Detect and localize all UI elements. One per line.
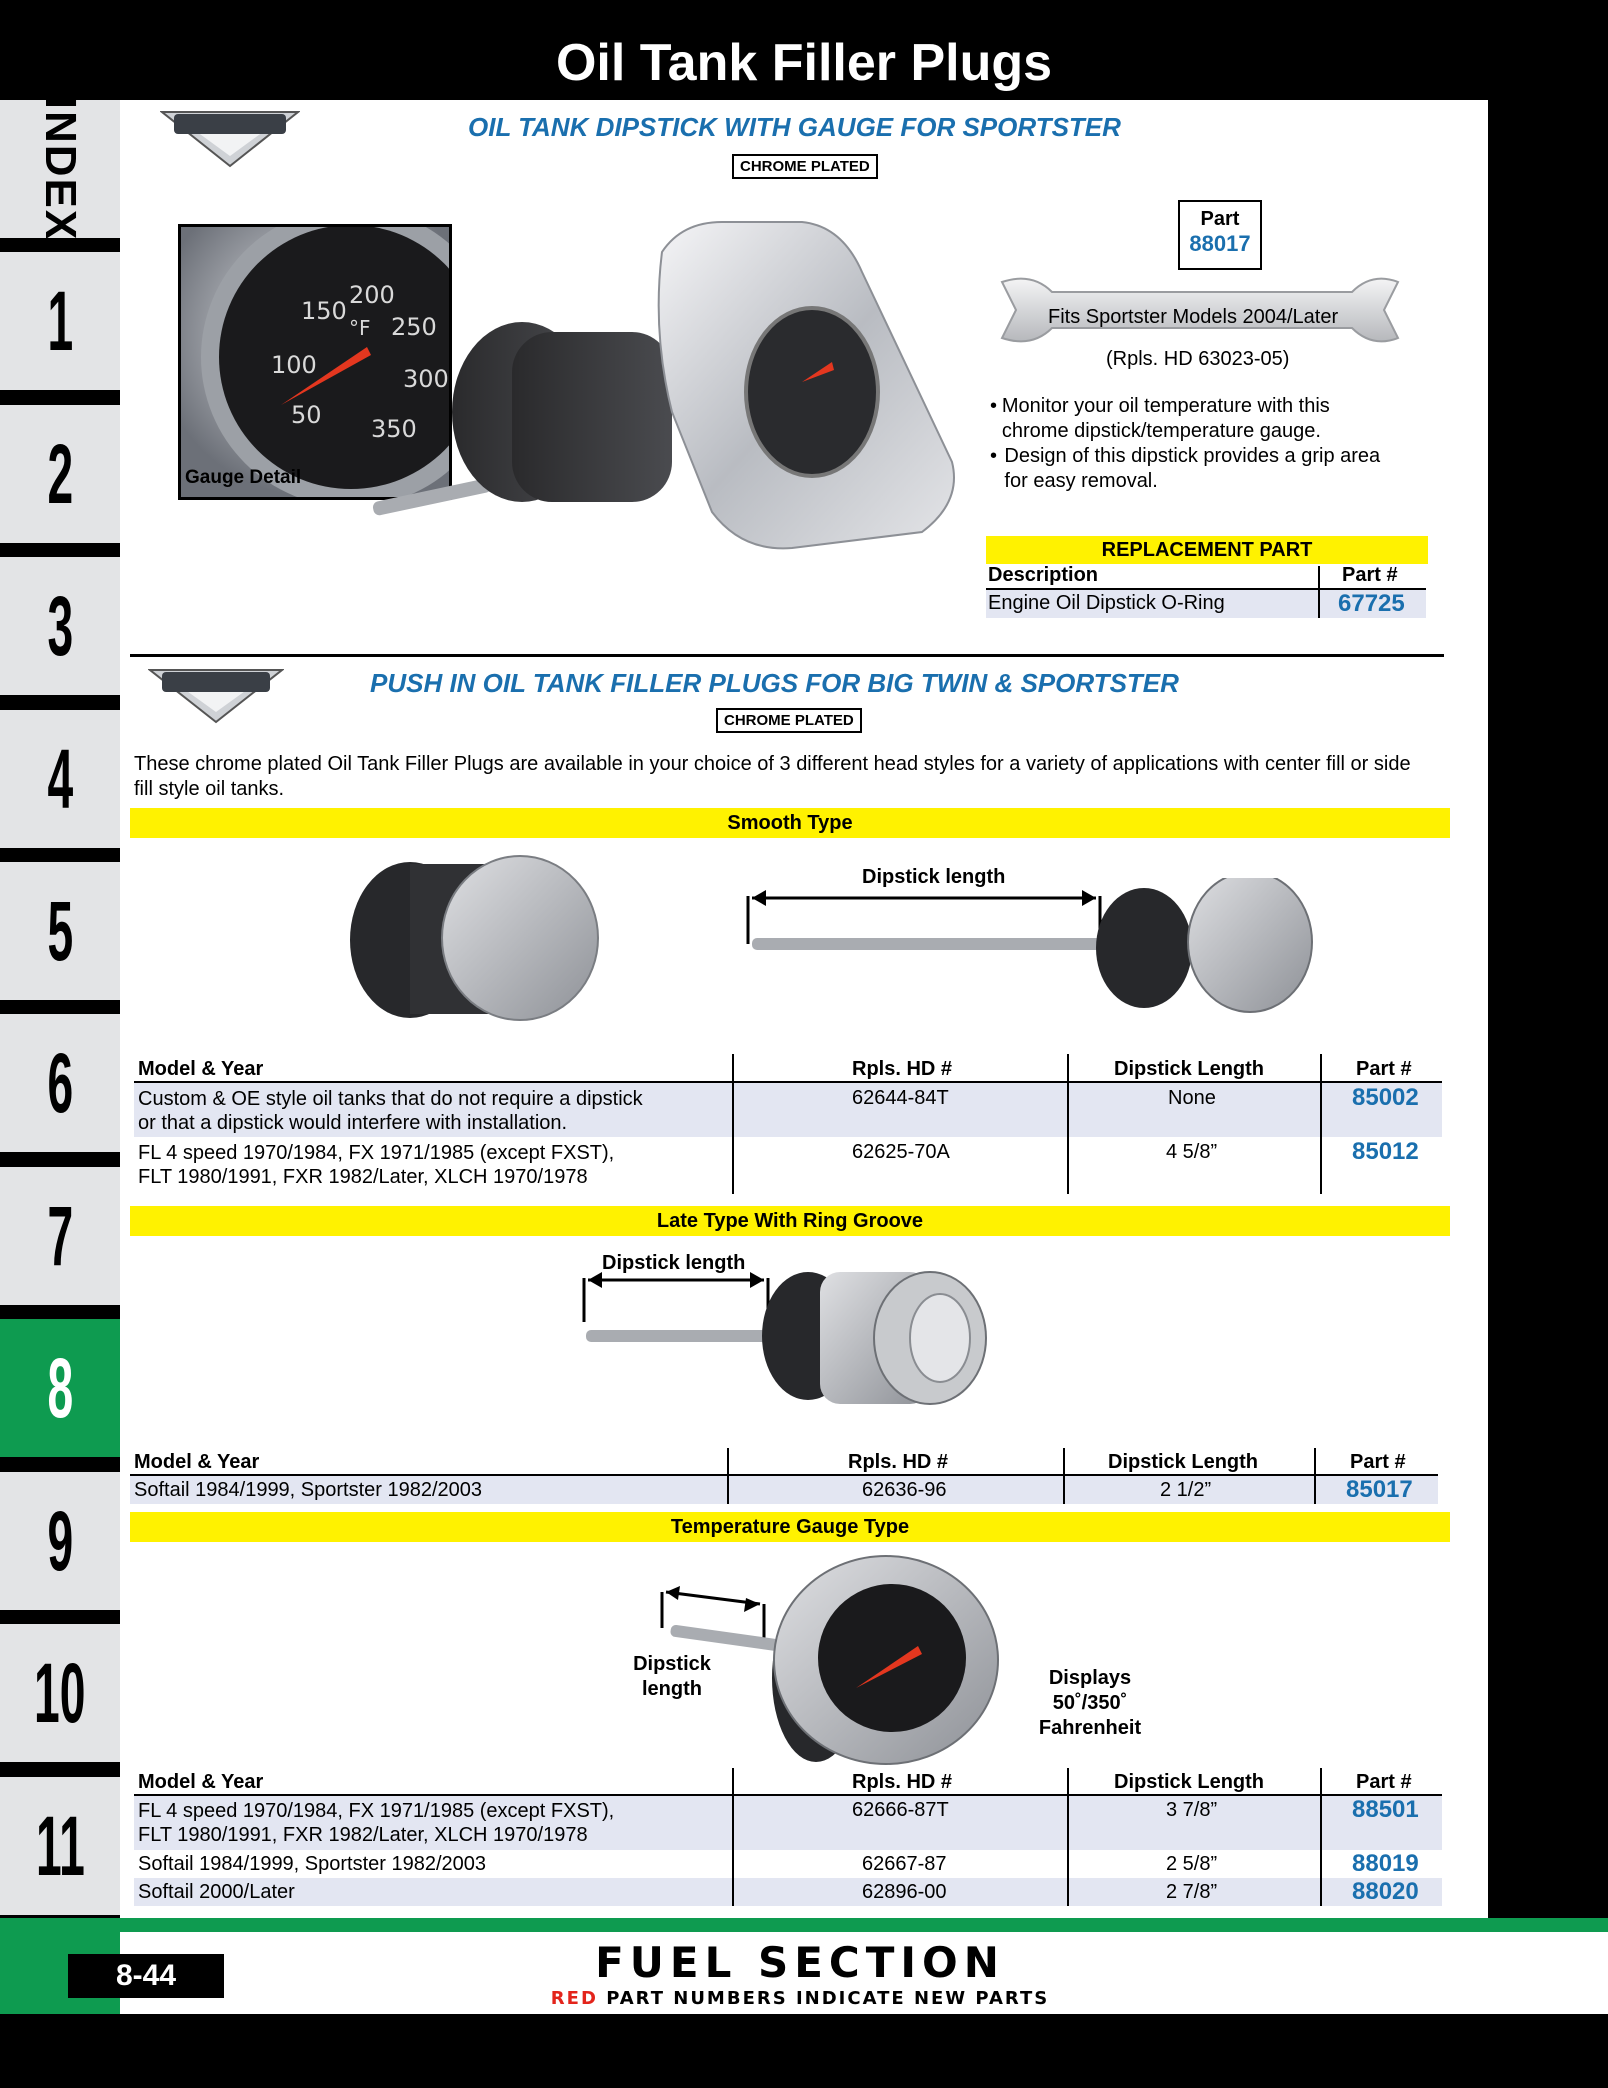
tab-5[interactable]: 5 (0, 862, 120, 1000)
replacement-row-part[interactable]: 67725 (1338, 590, 1405, 617)
divider (727, 1448, 729, 1504)
divider (1318, 566, 1320, 618)
temp-col-model: Model & Year (138, 1771, 264, 1793)
temp-row2-rpls: 62667-87 (862, 1853, 947, 1875)
smooth-row2-model: FL 4 speed 1970/1984, FX 1971/1985 (except FXST), FLT 1980/1991, FXR 1982/Later, XLCH 1970/1978 (138, 1142, 615, 1188)
tab-10[interactable]: 10 (0, 1624, 120, 1762)
tab-6[interactable]: 6 (0, 1014, 120, 1152)
rpls-text: (Rpls. HD 63023-05) (1106, 348, 1290, 370)
part-box-label: Part (1200, 208, 1240, 230)
temp-row3-length: 2 7/8” (1166, 1881, 1218, 1903)
smooth-col-part: Part # (1356, 1058, 1412, 1080)
divider (1320, 1054, 1322, 1194)
replacement-col-part: Part # (1342, 564, 1398, 586)
late-row1-model: Softail 1984/1999, Sportster 1982/2003 (134, 1479, 483, 1501)
section1-heading: OIL TANK DIPSTICK WITH GAUGE FOR SPORTSTER (468, 112, 1121, 142)
gauge-tick: 250 (391, 313, 437, 341)
smooth-dipstick-graphic (744, 878, 1324, 1028)
footer-note-rest: PART NUMBERS INDICATE NEW PARTS (606, 1988, 1050, 2009)
late-col-length: Dipstick Length (1108, 1451, 1259, 1473)
part-box-number[interactable]: 88017 (1189, 231, 1251, 256)
page-title: Oil Tank Filler Plugs (555, 34, 1053, 92)
divider (1067, 1054, 1069, 1194)
smooth-col-length: Dipstick Length (1114, 1058, 1265, 1080)
gauge-tick: 200 (349, 281, 395, 309)
temp-row3-rpls: 62896-00 (862, 1881, 947, 1903)
smooth-dipstick-label: Dipstick length (862, 866, 1006, 888)
temp-row3-part[interactable]: 88020 (1352, 1878, 1419, 1905)
temp-col-rpls: Rpls. HD # (852, 1771, 953, 1793)
late-row1-part[interactable]: 85017 (1346, 1476, 1413, 1503)
tab-2[interactable]: 2 (0, 405, 120, 543)
tab-7[interactable]: 7 (0, 1167, 120, 1305)
bullet-item: • Design of this dipstick provides a grip area for easy removal. (990, 445, 1381, 492)
late-plug-photo (580, 1264, 1000, 1414)
table-row (134, 1878, 1442, 1906)
dipstick-gauge-product-photo (362, 212, 958, 564)
temp-row1-length: 3 7/8” (1166, 1799, 1218, 1821)
smooth-row1-rpls: 62644-84T (852, 1087, 949, 1109)
smooth-col-model: Model & Year (138, 1058, 264, 1080)
divider (1067, 1768, 1069, 1906)
smooth-row2-part[interactable]: 85012 (1352, 1138, 1419, 1165)
section-divider (130, 654, 1444, 657)
temp-row1-part[interactable]: 88501 (1352, 1796, 1419, 1823)
smooth-row2-length: 4 5/8” (1166, 1141, 1218, 1163)
smooth-type-title: Smooth Type (130, 808, 1450, 838)
section2-intro: These chrome plated Oil Tank Filler Plugs are available in your choice of 3 different head styles for a variety of applications with center fill or side fill style oil tanks. (134, 753, 1411, 800)
tab-11[interactable]: 11 (0, 1777, 120, 1915)
temp-row1-rpls: 62666-87T (852, 1799, 949, 1821)
section2-heading: PUSH IN OIL TANK FILLER PLUGS FOR BIG TWIN & SPORTSTER (370, 668, 1179, 698)
temp-row3-model: Softail 2000/Later (138, 1881, 295, 1903)
gauge-tick: 350 (371, 415, 417, 443)
divider (1063, 1448, 1065, 1504)
tab-3[interactable]: 3 (0, 557, 120, 695)
gauge-tick: 150 (301, 297, 347, 325)
smooth-row1-model: Custom & OE style oil tanks that do not require a dipstick or that a dipstick would interfere with installation. (138, 1088, 643, 1134)
late-dipstick-label: Dipstick length (602, 1252, 746, 1274)
fits-text: Fits Sportster Models 2004/Later (1048, 306, 1339, 328)
section2-finish-badge: CHROME PLATED (716, 708, 862, 733)
temp-row1-model: FL 4 speed 1970/1984, FX 1971/1985 (except FXST), FLT 1980/1991, FXR 1982/Later, XLCH 1970/1978 (138, 1800, 615, 1846)
temp-row2-part[interactable]: 88019 (1352, 1850, 1419, 1877)
replacement-row-desc: Engine Oil Dipstick O-Ring (988, 592, 1225, 614)
temp-col-part: Part # (1356, 1771, 1412, 1793)
smooth-row2-rpls: 62625-70A (852, 1141, 950, 1163)
divider (1314, 1448, 1316, 1504)
footer-note-red: RED (550, 1988, 598, 2009)
temp-dipstick-label: Dipstick length (633, 1653, 711, 1700)
tab-1[interactable]: 1 (0, 252, 120, 390)
gauge-tick: 300 (403, 365, 449, 393)
late-col-part: Part # (1350, 1451, 1406, 1473)
late-row1-rpls: 62636-96 (862, 1479, 947, 1501)
gauge-tick: 100 (271, 351, 317, 379)
footer-green-stripe (120, 1918, 1608, 1932)
part-box (1178, 200, 1262, 270)
temp-col-length: Dipstick Length (1114, 1771, 1265, 1793)
smooth-row1-part[interactable]: 85002 (1352, 1084, 1419, 1111)
feature-bullets (990, 394, 1390, 494)
replacement-col-desc: Description (988, 564, 1099, 586)
temp-row2-model: Softail 1984/1999, Sportster 1982/2003 (138, 1853, 487, 1875)
page-number: 8-44 (68, 1954, 224, 1998)
late-row1-length: 2 1/2” (1160, 1479, 1212, 1501)
divider (732, 1054, 734, 1194)
divider (732, 1768, 734, 1906)
replacement-heading: REPLACEMENT PART (986, 536, 1428, 564)
smooth-plug-photo (340, 850, 600, 1024)
temp-displays-label: Displays 50˚/350˚ Fahrenheit (1038, 1667, 1142, 1739)
tab-index[interactable]: INDEX (0, 100, 120, 238)
gauge-tick: °F (349, 316, 371, 340)
footer-section-title: FUEL SECTION (595, 1938, 1005, 1987)
smooth-col-rpls: Rpls. HD # (852, 1058, 953, 1080)
tab-9[interactable]: 9 (0, 1472, 120, 1610)
tab-4[interactable]: 4 (0, 710, 120, 848)
smooth-row1-length: None (1168, 1087, 1216, 1109)
bullet-item: • Monitor your oil temperature with this chrome dipstick/temperature gauge. (990, 395, 1330, 442)
gauge-tick: 50 (291, 401, 322, 429)
section1-finish-badge: CHROME PLATED (732, 154, 878, 179)
footer-note (440, 1988, 1160, 2009)
divider (1320, 1768, 1322, 1906)
late-col-rpls: Rpls. HD # (848, 1451, 949, 1473)
temp-type-title: Temperature Gauge Type (130, 1512, 1450, 1542)
gauge-detail-label: Gauge Detail (185, 467, 302, 488)
temp-row2-length: 2 5/8” (1166, 1853, 1218, 1875)
v-factor-logo (160, 108, 300, 170)
late-col-model: Model & Year (134, 1451, 260, 1473)
late-type-title: Late Type With Ring Groove (130, 1206, 1450, 1236)
v-factor-logo (148, 666, 284, 726)
tab-8[interactable]: 8 (0, 1319, 120, 1457)
